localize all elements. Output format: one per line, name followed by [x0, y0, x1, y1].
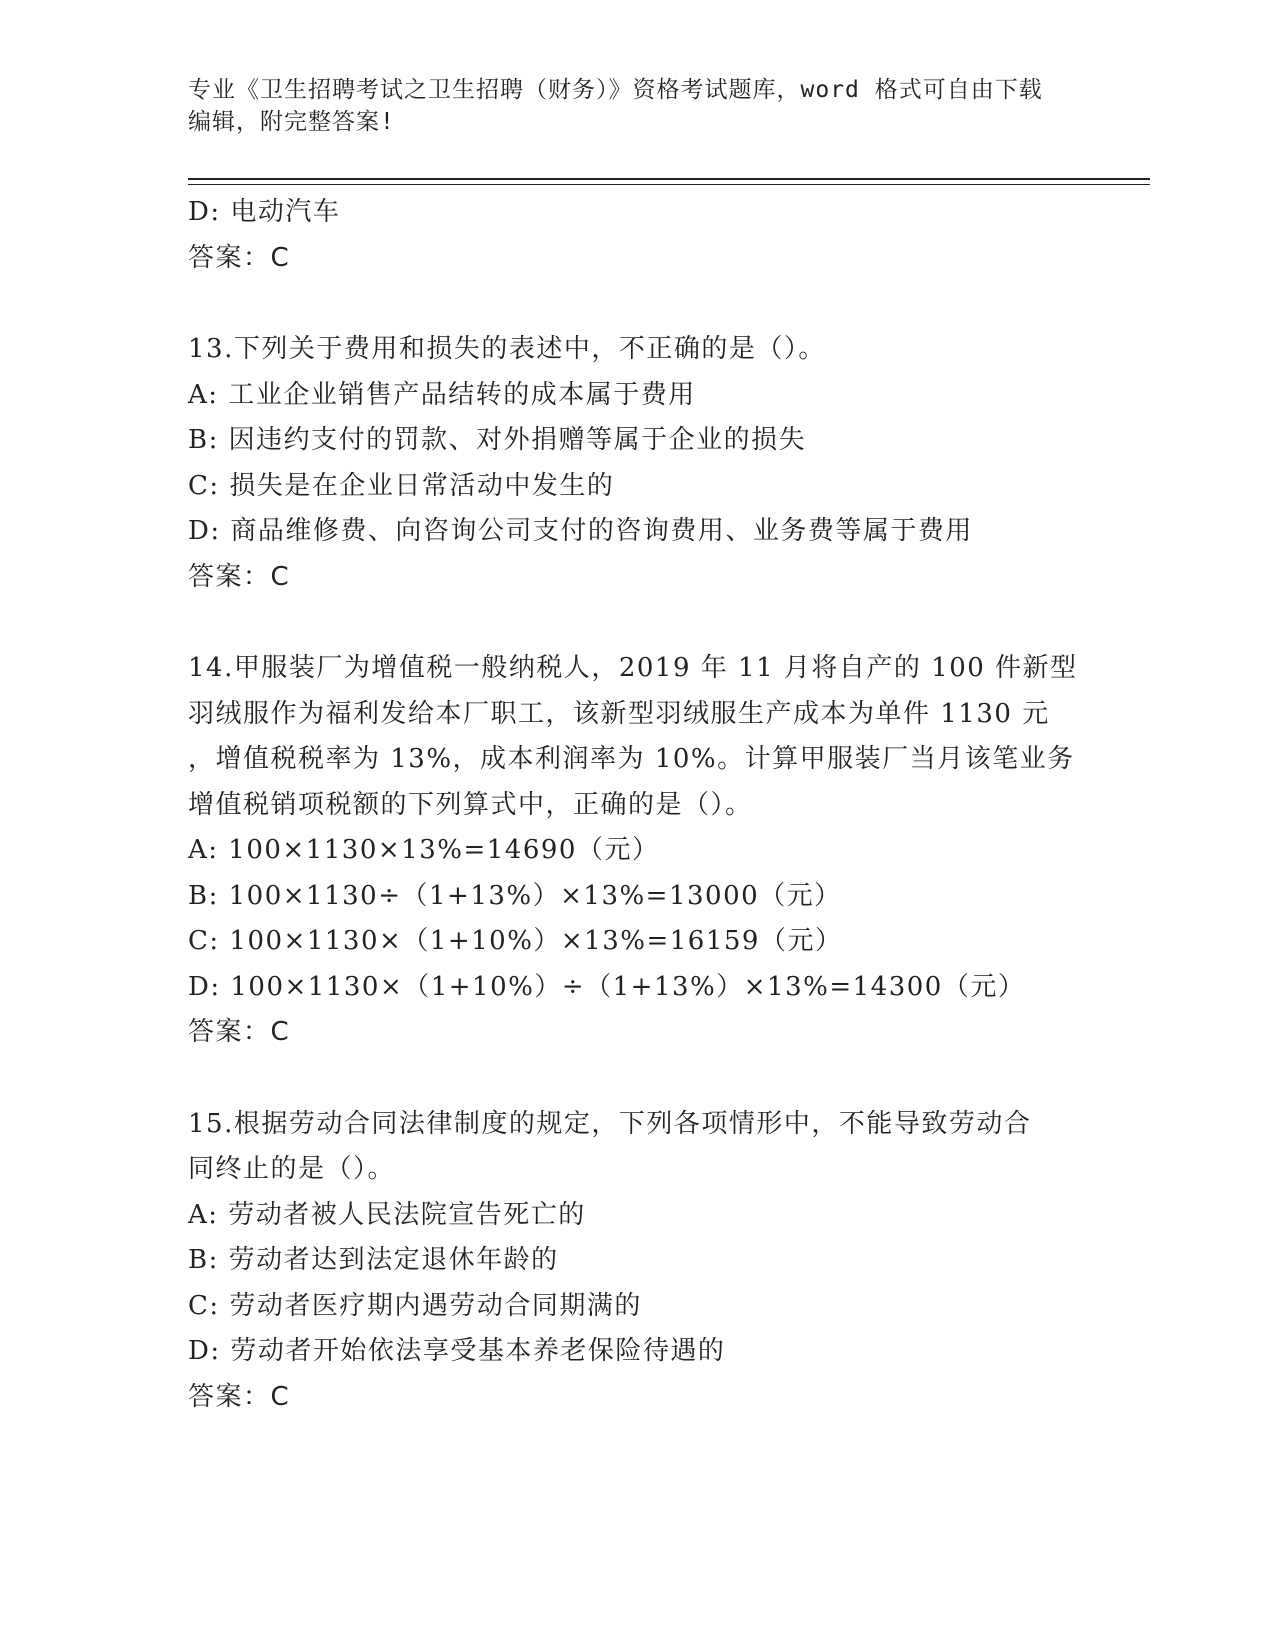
question-stem-line: 羽绒服作为福利发给本厂职工，该新型羽绒服生产成本为单件 1130 元: [188, 698, 1050, 729]
option-a: A: 工业企业销售产品结转的成本属于费用: [188, 379, 696, 410]
spacer: [188, 281, 1088, 327]
header-line-1: 专业《卫生招聘考试之卫生招聘（财务）》资格考试题库，word 格式可自由下载: [188, 77, 1043, 103]
answer-line: 答案：C: [188, 242, 291, 273]
question-stem-line: 13.下列关于费用和损失的表述中，不正确的是（）。: [188, 334, 826, 364]
header-line-2: 编辑，附完整答案!: [188, 109, 395, 135]
option-d: D: 商品维修费、向咨询公司支付的咨询费用、业务费等属于费用: [188, 516, 973, 546]
question-list: [188, 190, 1088, 1420]
header-divider-thin: [188, 184, 1150, 185]
option-c: C: 损失是在企业日常活动中发生的: [188, 470, 615, 501]
question-stem-line: 增值税销项税额的下列算式中，正确的是（）。: [188, 789, 753, 820]
question-stem-line: ，增值税税率为 13%，成本利润率为 10%。计算甲服装厂当月该笔业务: [188, 744, 1075, 774]
question-14: [188, 646, 1088, 1056]
answer-line: 答案：C: [188, 1381, 291, 1412]
option-a: A: 100×1130×13%=14690（元）: [188, 835, 660, 865]
option-b: B: 100×1130÷（1+13%）×13%=13000（元）: [188, 880, 842, 911]
option-d: D: 劳动者开始依法享受基本养老保险待遇的: [188, 1336, 726, 1366]
question-13: [188, 327, 1088, 600]
option-c: C: 劳动者医疗期内遇劳动合同期满的: [188, 1290, 642, 1321]
question-stem-line: 15.根据劳动合同法律制度的规定，下列各项情形中，不能导致劳动合: [188, 1108, 1032, 1139]
answer-line: 答案：C: [188, 1017, 291, 1047]
option-c: C: 100×1130×（1+10%）×13%=16159（元）: [188, 926, 843, 956]
question-stem-line: 14.甲服装厂为增值税一般纳税人，2019 年 11 月将自产的 100 件新型: [188, 653, 1078, 683]
option-a: A: 劳动者被人民法院宣告死亡的: [188, 1199, 586, 1230]
option-d: D: 电动汽车: [188, 197, 341, 227]
previous-question-tail: [188, 190, 1088, 281]
option-d: D: 100×1130×（1+10%）÷（1+13%）×13%=14300（元）: [188, 971, 1026, 1002]
header-divider-thick: [188, 178, 1150, 180]
question-15: [188, 1102, 1088, 1421]
spacer: [188, 1056, 1088, 1102]
option-b: B: 因违约支付的罚款、对外捐赠等属于企业的损失: [188, 425, 807, 455]
option-b: B: 劳动者达到法定退休年龄的: [188, 1245, 559, 1275]
answer-line: 答案：C: [188, 561, 291, 592]
document-header: [188, 74, 1078, 138]
spacer: [188, 600, 1088, 646]
question-stem-line: 同终止的是（）。: [188, 1154, 396, 1184]
